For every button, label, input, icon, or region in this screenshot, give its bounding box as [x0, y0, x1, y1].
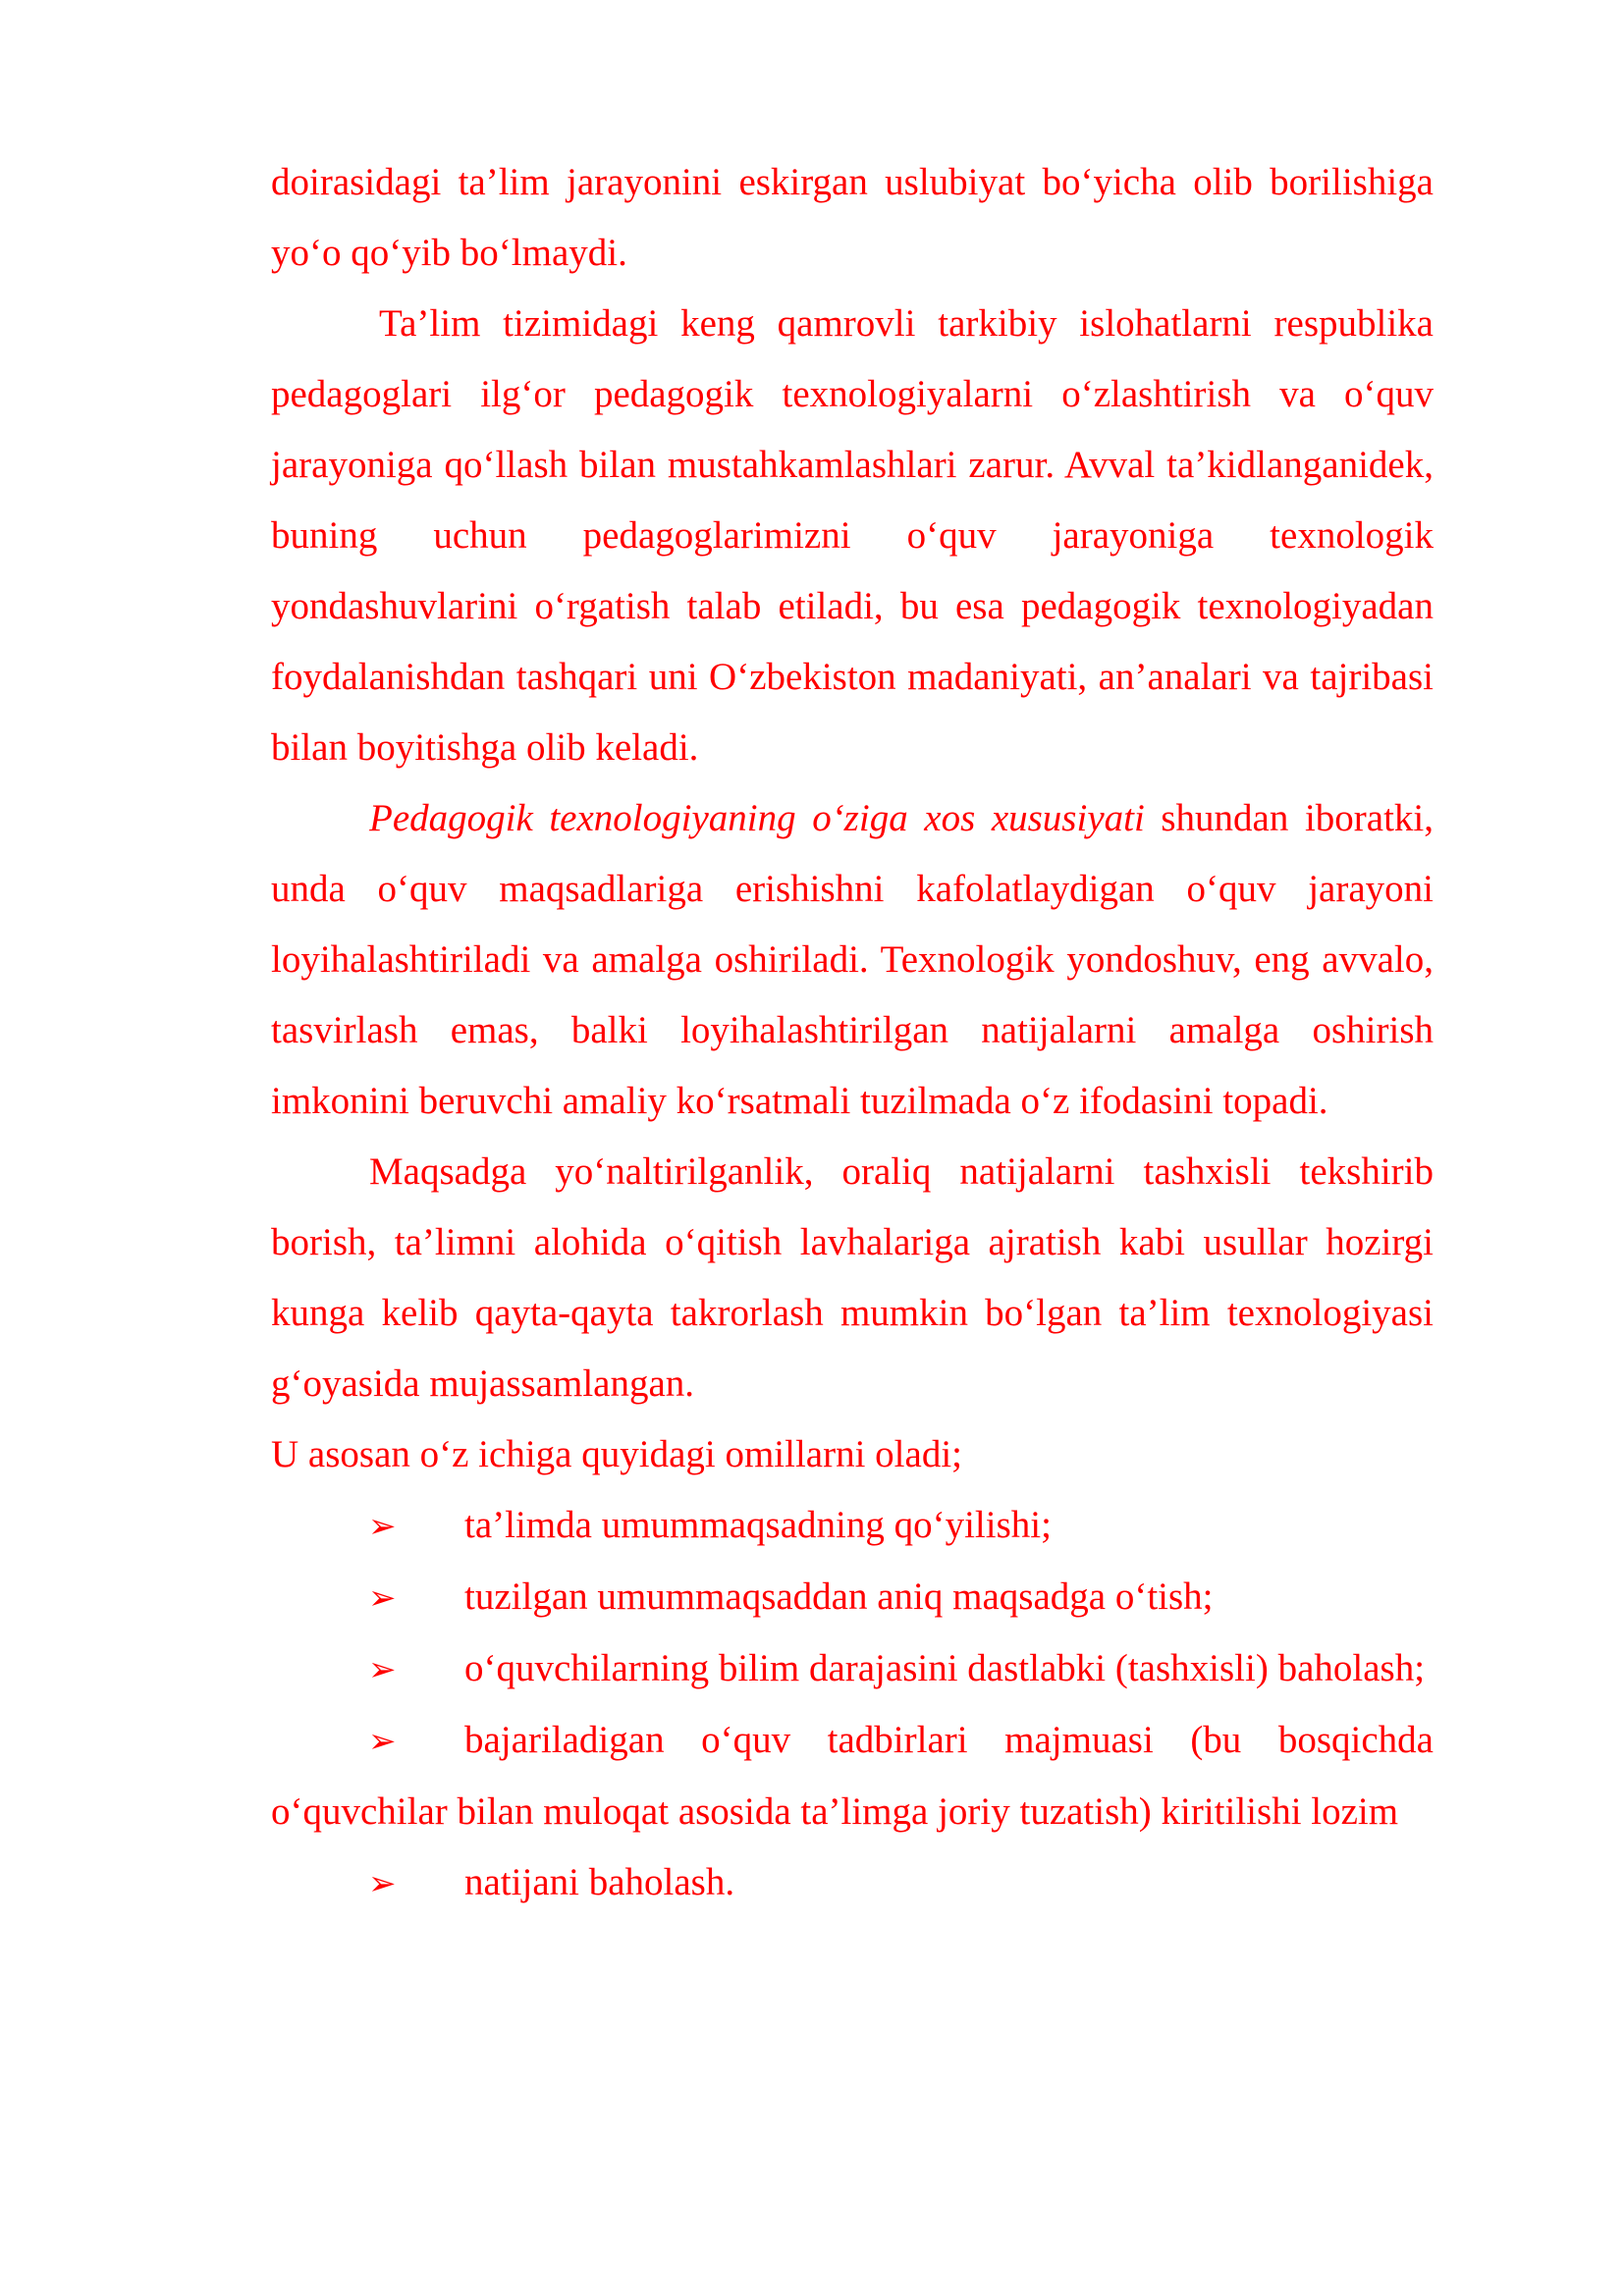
list-item-text: natijani baholash. — [464, 1861, 735, 1903]
arrow-bullet-icon: ➢ — [368, 1864, 397, 1903]
list-item-text: bajariladigan o‘quv tadbirlari majmuasi (bu bosqichda o‘quvchilar bilan muloqat asosida ta’limga joriy tuzatish) kiritilishi lozim — [271, 1719, 1434, 1833]
list-item — [271, 1490, 1434, 1562]
paragraph-1: doirasidagi ta’lim jarayonini eskirgan uslubiyat bo‘yicha olib borilishiga yo‘o qo‘yib bo‘lmaydi. — [271, 161, 1434, 274]
paragraph-4: Maqsadga yo‘naltirilganlik, oraliq natijalarni tashxisli tekshirib borish, ta’limni alohida o‘qitish lavhalariga ajratish kabi usullar hozirgi kunga kelib qayta-qayta takrorlash mumkin bo‘lgan ta’lim texnologiyasi g‘oyasida mujassamlangan. — [271, 1150, 1434, 1405]
arrow-bullet-icon: ➢ — [368, 1650, 397, 1689]
arrow-bullet-icon: ➢ — [368, 1722, 397, 1761]
list-item — [271, 1847, 1434, 1919]
arrow-bullet-icon: ➢ — [368, 1578, 397, 1618]
list-item — [271, 1633, 1434, 1705]
list-item — [271, 1705, 1434, 1847]
arrow-bullet-icon: ➢ — [368, 1507, 397, 1546]
paragraph-3 — [271, 783, 1434, 1137]
paragraph-3-text: shundan iboratki, unda o‘quv maqsadlariga erishishni kafolatlaydigan o‘quv jarayoni loyihalashtiriladi va amalga oshiriladi. Texnologik yondoshuv, eng avvalo, tasvirlash emas, balki loyihalashtirilgan natijalarni amalga oshirish imkonini beruvchi amaliy ko‘rsatmali tuzilmada o‘z ifodasini topadi. — [271, 797, 1434, 1122]
paragraph-2: Ta’lim tizimidagi keng qamrovli tarkibiy islohatlarni respublika pedagoglari ilg‘or pedagogik texnologiyalarni o‘zlashtirish va o‘quv jarayoniga qo‘llash bilan mustahkamlashlari zarur. Avval ta’kidlanganidek, buning uchun pedagoglarimizni o‘quv jarayoniga texnologik yondashuvlarini o‘rgatish talab etiladi, bu esa pedagogik texnologiyadan foydalanishdan tashqari uni O‘zbekiston madaniyati, an’analari va tajribasi bilan boyitishga olib keladi. — [271, 302, 1434, 769]
document-body — [271, 147, 1434, 1919]
list-item-text: o‘quvchilarning bilim darajasini dastlabki (tashxisli) baholash; — [464, 1647, 1426, 1689]
paragraph-3-italic-lead: Pedagogik texnologiyaning o‘ziga xos xususiyati — [369, 797, 1145, 839]
list-item-text: tuzilgan umummaqsaddan aniq maqsadga o‘tish; — [464, 1575, 1214, 1618]
list-intro: U asosan o‘z ichiga quyidagi omillarni oladi; — [271, 1433, 962, 1475]
list-item-text: ta’limda umummaqsadning qo‘yilishi; — [464, 1504, 1052, 1546]
list-item — [271, 1562, 1434, 1633]
